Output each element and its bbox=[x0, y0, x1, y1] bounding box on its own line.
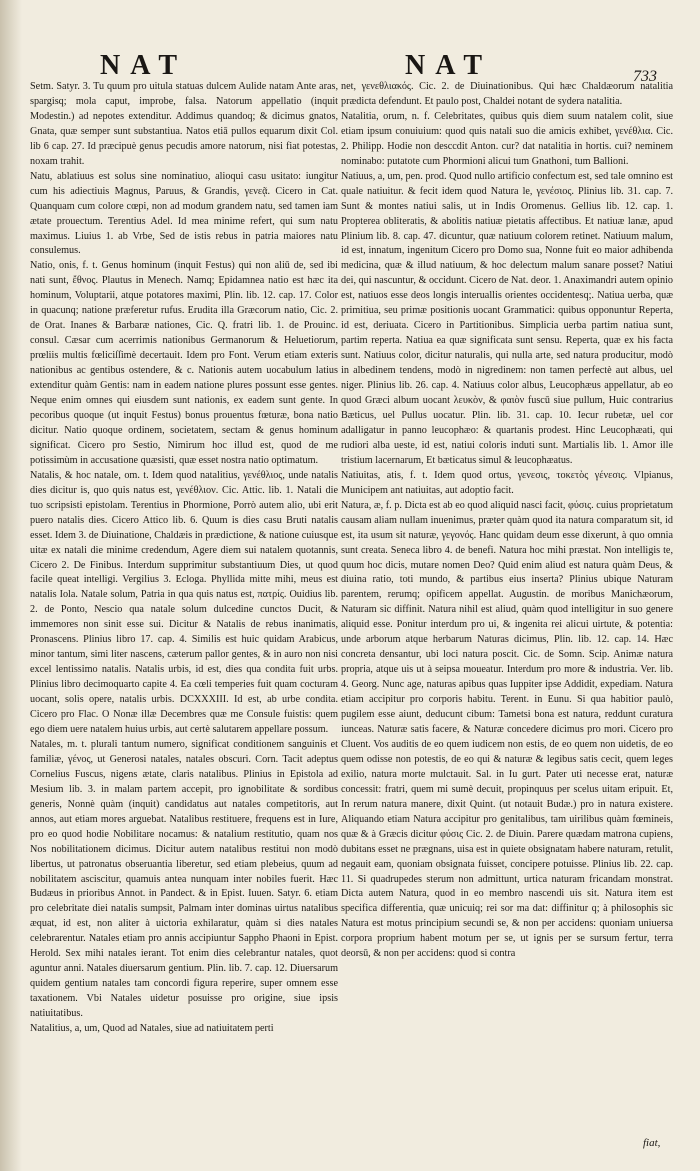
left-column bbox=[30, 80, 338, 1037]
entry-natu: Natu, ablatiuus est solus sine nominatiuo, alioqui casu usitato: iungitur cum his adiectiuis Magnus, Paruus, & Grandis, γενεᾷ. Cicero in Cat. Quanquam cum colore cœpi, non ad modum grandem natu, sed tamen iam ætate prouectum. Terentius Adel. Id mea minime refert, qui sum natu maximus. Liuius 1. ab Vrbe, Sed de istis rebus in patria maiores natu consulemus. bbox=[30, 170, 338, 257]
entry-natio: Natio, onis, f. t. Genus hominum (inquit Festus) qui non aliū de, sed ibi nati sunt, ἔθνος. Plautus in Menech. Namq; Epidamnea natio est hæc ita hominum, Voluptarii, atque potatores maximi, Plin. lib. 12. cap. 17. Color in quacunq; natione præferetur rufus. Erudita illa Græcorum natio, Cic. 2. de Orat. Inanes & Barbaræ nationes, Cic. Q. fratri lib. 1. de Prouinc. consul. Cæsar cum acerrimis nationibus Germanorum & Heluetiorum, prœliis multis fœliciſſimè decertauit. Idem pro Font. Verum etiam exteris nationibus ac gentibus ostendere, & c. Nationis autem uocabulum latius extenditur quàm Gentis: nam in eadem natione plures possunt esse gentes. Neque enim omnes qui eiusdem sunt nationis, ex eadem sunt gente. In pecoribus quoque (ut inquit Festus) bonus prouentus fœturæ, bona natio dicitur. Natio quoque ordinem, societatem, sectam & genus hominum significat. Cicero pro Sestio, Nimirum hoc illud est, quod de me potissimùm in accusatione quæsisti, quæ esset nostra natio optimatum. bbox=[30, 260, 338, 466]
right-column bbox=[341, 80, 673, 962]
entry-natalitius: Natalitius, a, um, Quod ad Natales, siue ad natiuitatem perti bbox=[30, 1023, 274, 1035]
entry-natalitia: Natalitia, orum, n. f. Celebritates, quibus quis diem suum natalem colit, siue etiam ipsum conuiuium: quod quis natali suo die amicis exhibet, γενέθλια. Cic. 2. Philipp. Hodie non desccdit Anton. cur? dat natalitia in hortis. cui? neminem nominabo: putatote cum Phormioni alicui tum Gnathoni, tum Ballioni. bbox=[341, 110, 673, 167]
page-gutter-shadow bbox=[0, 0, 22, 1171]
entry-natura: Natura, æ, f. p. Dicta est ab eo quod aliquid nasci facit, φύσις. cuius proprietatum causam aliam nullam inuenimus, præter quàm quod ita natura comparatum sit, id est, ita usum sit naturæ, γεγονός. Hanc quidam deum esse dixerunt, à quo omnia sunt creata. Seneca libro 4. de benefi. Natura hoc mihi præstat. Non intelligis te, quum hoc dicis, mutare nomen Deo? Quid enim aliud est natura quàm Deus, & diuina ratio, toti mundo, & partibus eius inserta? Plinius ubique Naturam parentem, rerumq; opificem appellat. Augustin. de moribus Manichæorum, Naturam sic diffinit. Natura nihil est aliud, quàm quod intelligitur in suo genere aliquid esse. Ponitur interdum pro ui, & ingenita rei alicui uirtute, & potentia: unde arborum atque herbarum Naturas dicimus, Plin. lib. 12. cap. 14. Hæc concreta densantur, ubi loci natura poscit. Cic. de Somn. Scip. Animæ natura propria, atque uis ut à seipsa moueatur. Interdum pro more & industria. Ver. lib. 4. Georg. Nunc age, naturas apibus quas Iuppiter ipse Addidit, expediam. Natura etiam accipitur pro corporis habitu. Terent. in Eunu. Si qua habitior paulò, pugilem esse aiunt, deducunt cibum: Tametsi bona est natura, reddunt curatura iunceas. Naturæ satis facere, & Naturæ concedere dicimus pro mori. Cicero pro Cluent. Vos auditis de eo quem iudicem non estis, de eo quem non uidetis, de eo quem odisse non potestis, de eo qui & naturæ & legibus satis cecit, quem leges exilio, natura morte mulctauit. Sal. in Iu gurt. Pater uti necesse erat, naturæ concessit: fratri, quem mi sumè decuit, propinquus per scelus uitam eripuit. Et, In rerum natura manere, dixit Quint. (ut notauit Budæ.) pro in natura existere. Aliquando etiam Natura accipitur pro genitalibus, tam uirilibus quàm fœmineis, quæ & à Græcis dicitur φύσις Cic. 2. de Diuin. Parere quædam matrona cupiens, dubitans esset ne prægnans, uisa est in quiete obsignatam habere naturam, retulit, negauit eam, quoniam obsignata fuisset, concipere potuisse. Plinius lib. 22. cap. 11. Si quadrupedes sterum non admittunt, urtica naturam fricandam monstrat. Dicta autem Natura, quod in eo membro nascendi uis sit. Natura item est specifica differentia, quæ unicuiq; rei sor ma dat: diffinitur q; à philosophis sic Natura est motus principium secundi se, & non per accidens: quoniam uniuersa corpora proprium habent motum per se, ut ignis per se sursum fertur, terra deorsū, & non per accidens: quod si contra bbox=[341, 499, 673, 960]
entry-natalis: Natalis, & hoc natale, om. t. Idem quod natalitius, γενέθλιος, unde natalis dies dicitur is, quo quis natus est, γενέθλιον. Cic. Attic. lib. 1. Natali die tuo scripsisti epistolam. Terentius in Phormione, Porrò autem alio, ubi erit puero natalis dies. Cicero Attico lib. 6. Quum is dies casu Bruti natalis esset. Idem 3. de Diuinatione, Chaldæis in prædictione, & natione cuiusque uitæ ex natali die minime credendum, Agere diem sui natalem quotannis, Cicero 2. De Finibus. Interdum supprimitur substantiuum Dies, ut quod facile queat intelligi. Vergilius 3. Ecloga. Phyllida mitte mihi, meus est natalis Iola. Natale solum, Patria in qua quis natus est, πατρίς. Ouidius lib. 2. de Ponto, Nescio qua natale solum dulcedine cunctos Ducit, & immemores non sinit esse sui. Dicitur & Natalis de rebus inanimatis, Pronascens. Plinius libro 17. cap. 4. Similis est huic quidam Arabicus, minor tantum, simi liter nascens, cæterum pallor gentes, & in auro non nisi excel lentissimo natalis. Natalis urbis, id est, dies qua condita fuit urbs. Plinius libro decimoquarto capite 4. Ea cœli temperies fuit quam cocturam uocant, solis opere, natalis urbis. DCXXXIII. Id est, ab urbe condita. Cicero pro Flac. O Nonæ illæ Decembres quæ me Consule fuistis: quem ego diem uere natalem huius urbis, aut certè salutarem appellare possum. bbox=[30, 469, 338, 735]
entry-continuation: Setm. Satyr. 3. Tu quum pro uitula statuas dulcem Aulide natam Ante aras, spargisq; mola caput, improbe, falsa. Natorum appellatio (inquit Modestin.) ad nepotes extenditur. Addimus quandoq; & dicimus gnatos, Gnata, quæ semper sunt substantiua. Natos etiā pullos equarum dixit Col. lib 6 cap. 27. Id præcipuè genus pecudis amore natorum, nisi fiat potestas, noxam trahit. bbox=[30, 81, 338, 167]
header-left-word: NAT bbox=[100, 50, 188, 81]
entry-natalitius-continuation: net, γενεθλιακός. Cic. 2. de Diuinationibus. Qui hæc Chaldæorum natalitia prædicta defendunt. Et paulo post, Chaldei notant de sydera natalitia. bbox=[341, 81, 673, 107]
entry-natiuitas: Natiuitas, atis, f. t. Idem quod ortus, γενεσις, τοκετὸς γένεσις. Vlpianus, Municipem ant natiuitas, aut adoptio facit. bbox=[341, 469, 673, 496]
entry-natales: Natales, m. t. plurali tantum numero, significat conditionem sanguinis et familiæ, γένος, ut Generosi natales, natales obscuri. Corn. Tacit adeptus Cornelius Fuscus, nigens ætate, claris natalibus. Plinius in Epistola ad Mesium lib. 3. in malam partem accepit, pro ignobilitate & sordibus generis, Nonnè quàm (inquit) candidatus aut natales competitoris, aut annos, aut etiam mores arguebat. Natalibus restituere, frequens est in Iure, pro eo quod hodie Nobilitare nocamus: & natalium restitutio, quam nos Nos nobilitationem dicimus. Dicitur autem natalibus restitui non modò libertus, ut patronatus obseruantia liberetur, sed etiam plebeius, quum ad nobilitatem asciscitur, quamuis antea nunquam inter nobiles fuerit. Hæc Budæus in prioribus Annot. in Pandect. & in Epist. Iuuen. Satyr. 6. etiam pro celebritate diei natalis sumpsit, Palmam inter dominas uirtus natalibus æquat, id est, non aliter à uictoria exhilaratur, quàm si dies natales celebrarentur. Natales etiam pro annis accipiuntur Sappho Phaoni in Epist. Herold. Sex mihi natales ierant. Tot enim dies celebrantur natales, quot aguntur anni. Natales diuersarum gentium. Plin. lib. 7. cap. 12. Diuersarum quidem gentium natales tam concordi figura reperire, super omnem esse taxationem. Vbi Natales uidetur posuisse pro origine, siue ipsis natiuitatibus. bbox=[30, 738, 338, 1020]
entry-natiuus: Natiuus, a, um, pen. prod. Quod nullo artificio confectum est, sed tale omnino est quale natiuitur. & fecit idem quod Natura le, γενέσιος. Plinius lib. 31. cap. 7. Sunt & montes natiui salis, ut in Indis Oromenus. Gellius lib. 12. cap. 1. Propterea obliteratis, & abolitis natiuæ pietatis affectibus. Et natiuæ lanæ, apud Plinium lib. 8. cap. 47. dicuntur, quæ natiuum colorem retinet. Natiuum malum, id est, innatum, ingenitum Cicero pro Domo sua, Nonne fuit eo maior adhibenda medicina, quæ & illud natiuum, & hoc delectum malum sanare posset? Natiui dei, qui nascuntur, & occidunt. Cicero de Nat. deor. 1. Anaximandri autem opinio est, natiuos esse deos longis interuallis orientes occidentesq;. Natiua uerba, quæ primitiua, seu primæ positionis uocant Grammatici: quibus opponuntur Reperta, id est, deriuata. Cicero in Partitionibus. Simplicia uerba partim natiua sunt, partim reperta. Natiua ea quæ significata sunt sensu. Reperta, quæ ex his facta sunt. Natiuus color, dicitur naturalis, qui nulla arte, sed natura producitur, modò in albedinem tendens, modò in nigredinem: non tamen perfectè aut albus, uel niger. Plinius lib. 26. cap. 4. Natiuus color albus, Leucophæus appellatur, ab eo quod Græci album uocant λευκὸν, & φαιὸν fuscū siue pullum, Huic contrarius Bæticus, uel Pullus uocatur. Plin. lib. 31. cap. 10. Iecur rubetæ, uel cor adalligatur in panno leucophæo: & quartanis prodest. Hinc Leucophæati, qui rudiori alba ueste, id est, natiui coloris induti sunt. Martialis lib. 1. Amor ille tristium lacernarum, Et bæticatus simul & leucophæatus. bbox=[341, 170, 673, 466]
page-number: 733 bbox=[633, 68, 657, 85]
header-right-word: NAT bbox=[405, 50, 493, 81]
catchword: fiat, bbox=[643, 1137, 661, 1149]
